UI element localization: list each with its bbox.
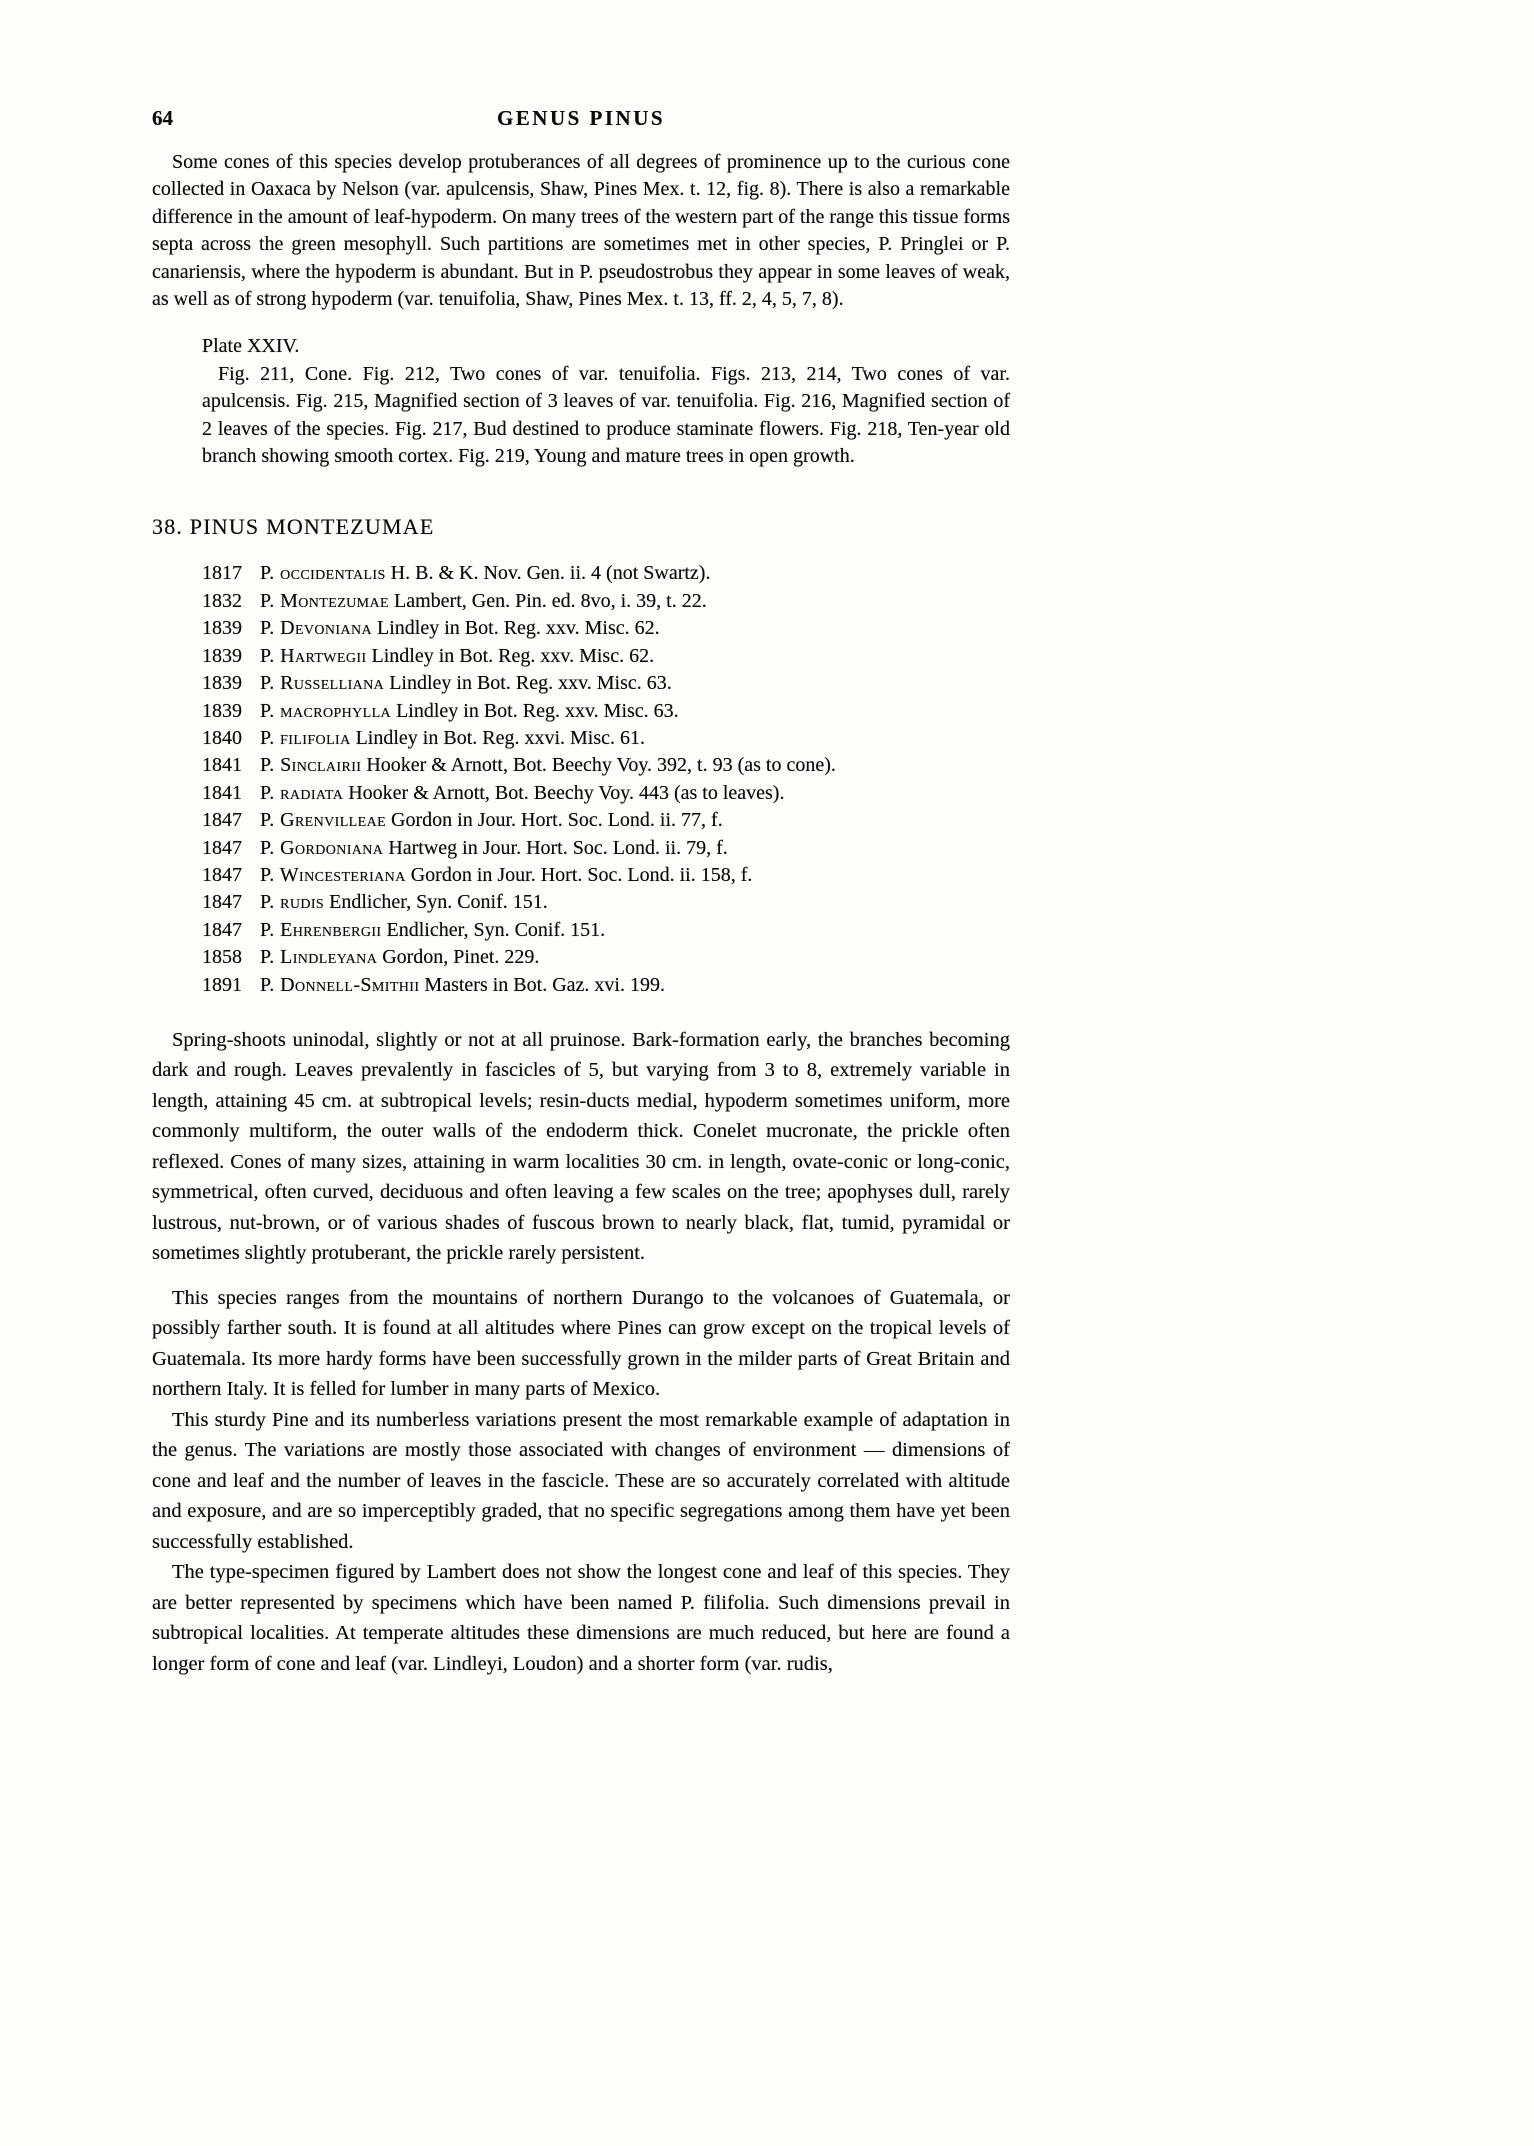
synonymy-year: 1847 (202, 836, 242, 859)
synonymy-entry (260, 807, 723, 834)
species-name: P. Ehrenbergii (260, 918, 382, 941)
species-heading: 38. PINUS MONTEZUMAE (152, 514, 435, 540)
species-name: P. Lindleyana (260, 946, 378, 969)
synonymy-year: 1847 (202, 863, 242, 886)
intro-paragraph: Some cones of this species develop protuberances of all degrees of prominence up to the curious cone collected in Oaxaca by Nelson (var. apulcensis, Shaw, Pines Mex. t. 12, fig. 8). There is also a remarkable difference in the amount of leaf-hypoderm. On many trees of the western part of the range this tissue forms septa across the green mesophyll. Such partitions are sometimes met in other species, P. Pringlei or P. canariensis, where the hypoderm is abundant. But in P. pseudostrobus they appear in some leaves of weak, as well as of strong hypoderm (var. tenuifolia, Shaw, Pines Mex. t. 13, ff. 2, 4, 5, 7, 8). (152, 151, 1010, 311)
synonymy-citation: Gordon, Pinet. 229. (382, 946, 540, 969)
synonymy-row (152, 670, 1010, 697)
synonymy-entry (260, 698, 679, 725)
species-name: P. Russelliana (260, 672, 385, 695)
synonymy-entry (260, 752, 836, 779)
synonymy-year: 1858 (202, 946, 242, 969)
synonymy-year: 1817 (202, 562, 242, 585)
species-name: P. Devoniana (260, 617, 373, 640)
synonymy-year: 1832 (202, 589, 242, 612)
plate-caption: Fig. 211, Cone. Fig. 212, Two cones of var. tenuifolia. Figs. 213, 214, Two cones of var. apulcensis. Fig. 215, Magnified section of 3 leaves of var. tenuifolia. Fig. 216, Magnified section of 2 leaves of the species. Fig. 217, Bud destined to produce staminate flowers. Fig. 218, Ten-year old branch showing smooth cortex. Fig. 219, Young and mature trees in open growth. (202, 362, 1010, 468)
species-name: P. filifolia (260, 726, 351, 749)
synonymy-entry (260, 862, 752, 889)
species-name: P. Grenvilleae (260, 809, 387, 832)
synonymy-citation: Hooker & Arnott, Bot. Beechy Voy. 392, t. 93 (as to cone). (366, 754, 836, 777)
description-paragraph: The type-specimen figured by Lambert does not show the longest cone and leaf of this species. They are better represented by specimens which have been named P. filifolia. Such dimensions prevail in subtropical localities. At temperate altitudes these dimensions are much reduced, but here are found a longer form of cone and leaf (var. Lindleyi, Loudon) and a shorter form (var. rudis, (152, 1561, 1010, 1675)
synonymy-row (152, 889, 1010, 916)
synonymy-citation: Lindley in Bot. Reg. xxv. Misc. 62. (377, 617, 660, 640)
synonymy-row (152, 560, 1010, 587)
synonymy-entry (260, 780, 784, 807)
synonymy-year: 1891 (202, 973, 242, 996)
synonymy-row (152, 807, 1010, 834)
synonymy-citation: Hooker & Arnott, Bot. Beechy Voy. 443 (as to leaves). (348, 781, 785, 804)
page-header (152, 106, 1010, 136)
synonymy-citation: Gordon in Jour. Hort. Soc. Lond. ii. 158, f. (410, 863, 753, 886)
synonymy-entry (260, 835, 728, 862)
species-name: P. Gordoniana (260, 836, 384, 859)
synonymy-row (152, 944, 1010, 971)
synonymy-entry (260, 670, 672, 697)
synonymy-entry (260, 972, 665, 999)
species-name: P. rudis (260, 891, 325, 914)
synonymy-entry (260, 725, 645, 752)
synonymy-row (152, 862, 1010, 889)
synonymy-list (152, 560, 1010, 999)
description-paragraph: This species ranges from the mountains of northern Durango to the volcanoes of Guatemala, or possibly farther south. It is found at all altitudes where Pines can grow except on the tropical levels of Guatemala. Its more hardy forms have been successfully grown in the milder parts of Great Britain and northern Italy. It is felled for lumber in many parts of Mexico. (152, 1286, 1010, 1401)
synonymy-citation: H. B. & K. Nov. Gen. ii. 4 (not Swartz). (390, 562, 711, 585)
synonymy-citation: Lindley in Bot. Reg. xxv. Misc. 62. (371, 644, 655, 667)
synonymy-year: 1847 (202, 891, 242, 914)
synonymy-citation: Endlicher, Syn. Conif. 151. (386, 918, 606, 941)
synonymy-year: 1840 (202, 726, 242, 749)
synonymy-row (152, 972, 1010, 999)
species-name: P. macrophylla (260, 699, 392, 722)
synonymy-citation: Lindley in Bot. Reg. xxv. Misc. 63. (389, 672, 672, 695)
synonymy-citation: Masters in Bot. Gaz. xvi. 199. (424, 973, 665, 996)
synonymy-row (152, 752, 1010, 779)
species-name: P. Wincesteriana (260, 863, 406, 886)
synonymy-entry (260, 944, 539, 971)
synonymy-citation: Lindley in Bot. Reg. xxv. Misc. 63. (396, 699, 679, 722)
description-section (152, 1025, 1010, 1680)
synonymy-row (152, 725, 1010, 752)
text-column (152, 0, 1010, 1679)
species-name: P. Donnell-Smithii (260, 973, 420, 996)
synonymy-entry (260, 560, 710, 587)
plate-block (202, 333, 1010, 470)
description-paragraph: Spring-shoots uninodal, slightly or not at all pruinose. Bark-formation early, the branches becoming dark and rough. Leaves prevalently in fascicles of 5, but varying from 3 to 8, extremely variable in length, attaining 45 cm. at subtropical levels; resin-ducts medial, hypoderm sometimes uniform, more commonly multiform, the outer walls of the endoderm thick. Conelet mucronate, the prickle often reflexed. Cones of many sizes, attaining in warm localities 30 cm. in length, ovate-conic or long-conic, symmetrical, often curved, deciduous and often leaving a few scales on the tree; apophyses dull, rarely lustrous, nut-brown, or of various shades of fuscous brown to nearly black, flat, tumid, pyramidal or sometimes slightly protuberant, the prickle rarely persistent. (152, 1028, 1010, 1265)
synonymy-year: 1847 (202, 809, 242, 832)
species-name: P. Sinclairii (260, 754, 362, 777)
synonymy-citation: Endlicher, Syn. Conif. 151. (329, 891, 548, 914)
synonymy-year: 1839 (202, 644, 242, 667)
species-name: P. radiata (260, 781, 344, 804)
synonymy-year: 1841 (202, 781, 242, 804)
species-name: P. occidentalis (260, 562, 386, 585)
page-number: 64 (152, 106, 173, 130)
synonymy-row (152, 615, 1010, 642)
synonymy-entry (260, 917, 605, 944)
synonymy-year: 1839 (202, 617, 242, 640)
synonymy-row (152, 835, 1010, 862)
synonymy-citation: Lambert, Gen. Pin. ed. 8vo, i. 39, t. 22. (394, 589, 707, 612)
synonymy-row (152, 698, 1010, 725)
species-name: P. Hartwegii (260, 644, 367, 667)
synonymy-citation: Lindley in Bot. Reg. xxvi. Misc. 61. (355, 726, 646, 749)
plate-title: Plate XXIV. (202, 335, 300, 358)
synonymy-entry (260, 588, 707, 615)
synonymy-year: 1839 (202, 699, 242, 722)
synonymy-row (152, 780, 1010, 807)
synonymy-citation: Gordon in Jour. Hort. Soc. Lond. ii. 77, f. (391, 809, 723, 832)
synonymy-entry (260, 889, 548, 916)
synonymy-entry (260, 643, 654, 670)
synonymy-row (152, 588, 1010, 615)
synonymy-entry (260, 615, 660, 642)
synonymy-year: 1841 (202, 754, 242, 777)
synonymy-year: 1847 (202, 918, 242, 941)
synonymy-year: 1839 (202, 672, 242, 695)
running-header: GENUS PINUS (496, 106, 666, 130)
synonymy-row (152, 917, 1010, 944)
description-paragraph: This sturdy Pine and its numberless variations present the most remarkable example of adaptation in the genus. The variations are mostly those associated with changes of environment — dimensions of cone and leaf and the number of leaves in the fascicle. These are so accurately correlated with altitude and exposure, and are so imperceptibly graded, that no specific segregations among them have yet been successfully established. (152, 1408, 1010, 1553)
synonymy-citation: Hartweg in Jour. Hort. Soc. Lond. ii. 79, f. (388, 836, 728, 859)
synonymy-row (152, 643, 1010, 670)
species-name: P. Montezumae (260, 589, 389, 612)
